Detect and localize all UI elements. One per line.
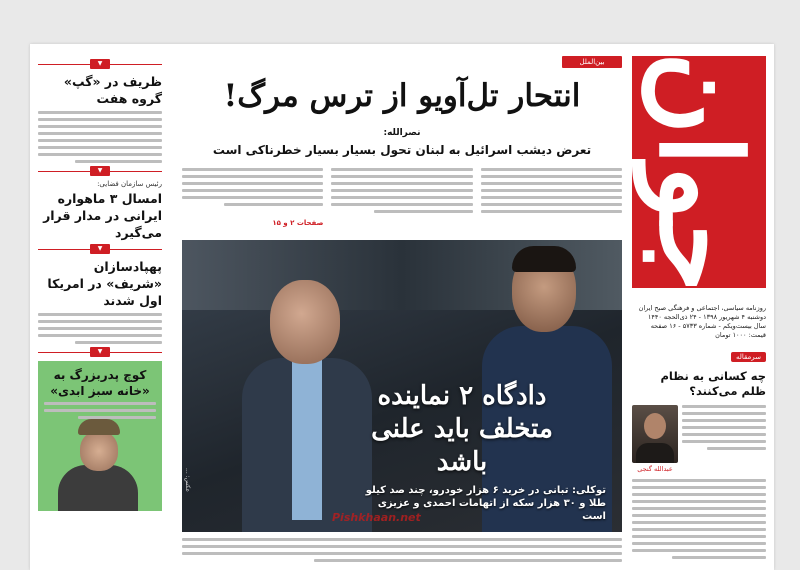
story-satellite-title[interactable]: امسال ۳ ماهواره ایرانی در مدار قرار می‌گیرد	[43, 191, 162, 240]
main-headline[interactable]: انتحار تل‌آویو از ترس مرگ!	[223, 78, 581, 114]
story-grandfather-title[interactable]: کوچ پدربزرگ به «خانه سبز ابدی»	[50, 368, 150, 398]
story-zarif-title[interactable]: ظریف در «گپ» گروه هفت	[63, 74, 162, 106]
story-drone[interactable]	[38, 258, 162, 344]
story-zarif[interactable]	[38, 73, 162, 163]
newspaper-page	[30, 44, 774, 570]
masthead-price: قیمت: ۱۰۰۰ تومان	[715, 331, 766, 339]
left-column	[38, 56, 162, 511]
headline-overline: نصرالله:	[383, 128, 421, 138]
story-grandfather-text	[38, 399, 162, 419]
site-watermark: Pishkhaan.net	[332, 511, 421, 524]
author-portrait	[632, 405, 678, 463]
headline-subhead: تعرض دیشب اسرائیل به لبنان تحول بسیار بسیار خطرناکی است	[212, 143, 592, 157]
photo-caption: توکلی: تبانی در خرید ۶ هزار خودرو، چند صد کیلو طلا و ۳۰ هزار سکه از اتهامات احمدی و عزیزی است	[365, 485, 606, 522]
editorial-tag: سرمقاله	[731, 352, 766, 362]
divider	[38, 167, 162, 174]
divider	[38, 348, 162, 355]
pin-icon: ▼	[90, 244, 110, 254]
divider	[38, 245, 162, 252]
pin-icon: ▼	[90, 347, 110, 357]
editorial-text	[682, 405, 766, 473]
editorial-column	[632, 344, 766, 563]
lead-col-3	[182, 168, 323, 206]
pin-icon: ▼	[90, 166, 110, 176]
newspaper-logo: جوان	[634, 51, 765, 293]
story-satellite-label: رئیس سازمان فضایی:	[97, 180, 162, 188]
story-drone-title[interactable]: پهپادسازان «شریف» در امریکا اول شدند	[47, 259, 162, 308]
masthead	[632, 51, 766, 293]
lead-text	[182, 168, 622, 229]
editorial-text-continued	[632, 479, 766, 559]
author-name: عبدالله گنجی	[637, 465, 673, 473]
lead-col-1	[481, 168, 622, 229]
grandfather-photo	[58, 419, 138, 511]
story-zarif-text	[38, 111, 162, 163]
main-photo[interactable]	[182, 240, 622, 532]
masthead-date: دوشنبه ۴ شهریور ۱۳۹۸ - ۲۴ ذی‌الحجه ۱۴۴۰	[647, 313, 766, 321]
editorial-title[interactable]: چه کسانی به نظام ظلم می‌کنند؟	[660, 369, 766, 398]
story-drone-text	[38, 313, 162, 344]
lead-col-2	[331, 168, 472, 229]
continued-link[interactable]: صفحات ۲ و ۱۵	[272, 219, 324, 227]
photo-credit: عکس: ...	[184, 467, 191, 492]
photo-story-text	[182, 538, 622, 566]
masthead-info	[632, 304, 766, 340]
story-satellite[interactable]	[38, 180, 162, 241]
section-tag: بین‌الملل	[562, 56, 622, 68]
masthead-issue: سال بیست‌ویکم - شماره ۵۷۳۳ - ۱۶ صفحه	[650, 322, 766, 330]
masthead-tagline: روزنامه سیاسی، اجتماعی و فرهنگی صبح ایران	[638, 304, 766, 312]
person-left	[242, 280, 372, 532]
pin-icon: ▼	[90, 59, 110, 69]
divider	[38, 60, 162, 67]
story-grandfather[interactable]	[38, 361, 162, 511]
photo-headline[interactable]: دادگاه ۲ نماینده متخلف باید علنی باشد	[371, 381, 553, 477]
